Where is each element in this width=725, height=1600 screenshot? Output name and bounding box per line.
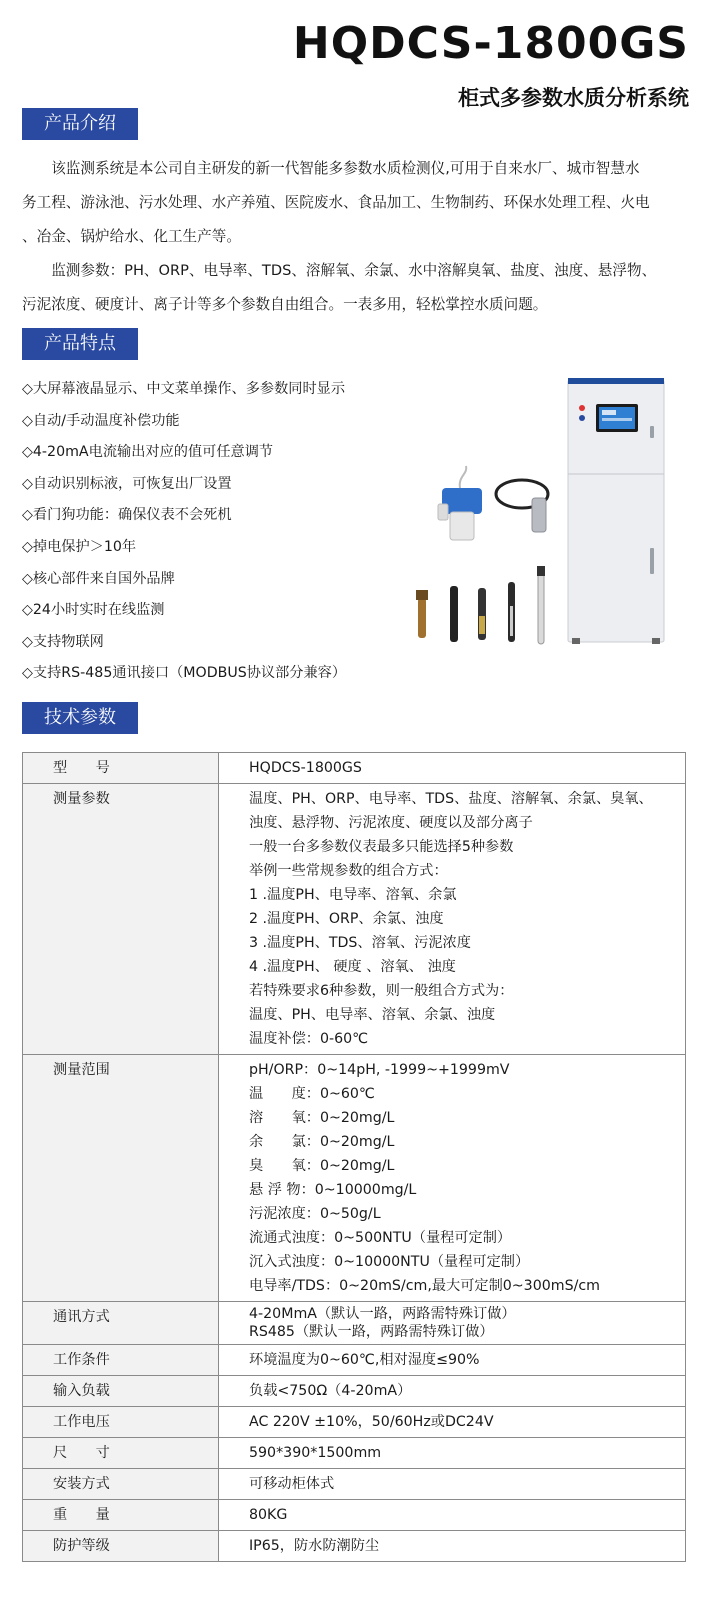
value-line: pH/ORP：0~14pH, -1999~+1999mV bbox=[249, 1062, 510, 1078]
section-tag-intro: 产品介绍 bbox=[22, 108, 138, 140]
spec-label bbox=[23, 784, 219, 1055]
product-image bbox=[410, 376, 680, 656]
label-text: 输入负载 bbox=[53, 1383, 110, 1399]
spec-label bbox=[23, 1302, 219, 1345]
table-row bbox=[23, 753, 686, 784]
value-text: AC 220V ±10%，50/60Hz或DC24V bbox=[249, 1414, 494, 1430]
feature-item: ◇支持物联网 bbox=[22, 633, 104, 650]
spec-value bbox=[219, 1438, 686, 1469]
feature-item: ◇自动/手动温度补偿功能 bbox=[22, 412, 180, 429]
intro-line: 污泥浓度、硬度计、离子计等多个参数自由组合。一表多用，轻松掌控水质问题。 bbox=[22, 296, 548, 313]
label-text: 重 量 bbox=[53, 1507, 110, 1523]
value-line: 4 .温度PH、 硬度 、溶氧、 浊度 bbox=[249, 959, 456, 975]
label-text: 测量范围 bbox=[53, 1062, 110, 1078]
table-row bbox=[23, 1500, 686, 1531]
value-line: 流通式浊度：0~500NTU（量程可定制） bbox=[249, 1230, 512, 1246]
section-tag-specs: 技术参数 bbox=[22, 702, 138, 734]
table-row bbox=[23, 784, 686, 1055]
submersible-probe bbox=[496, 480, 548, 532]
value-line: 温度、PH、ORP、电导率、TDS、盐度、溶解氧、余氯、臭氧、 bbox=[249, 791, 653, 807]
value-text: 环境温度为0~60℃,相对湿度≤90% bbox=[249, 1352, 480, 1368]
spec-value bbox=[219, 1376, 686, 1407]
feature-item: ◇自动识别标液，可恢复出厂设置 bbox=[22, 475, 232, 492]
product-model-title: HQDCS-1800GS bbox=[292, 18, 689, 69]
spec-value bbox=[219, 1531, 686, 1562]
spec-label bbox=[23, 1438, 219, 1469]
feature-item: ◇大屏幕液晶显示、中文菜单操作、多参数同时显示 bbox=[22, 381, 346, 397]
feature-item: ◇24小时实时在线监测 bbox=[22, 602, 165, 619]
value-text: 80KG bbox=[249, 1507, 288, 1523]
spec-value bbox=[219, 1055, 686, 1302]
label-text: 工作电压 bbox=[53, 1414, 110, 1430]
value-line: 2 .温度PH、ORP、余氯、浊度 bbox=[249, 911, 444, 927]
value-line: 一般一台多参数仪表最多只能选择5种参数 bbox=[249, 839, 514, 855]
value-text: HQDCS-1800GS bbox=[249, 760, 362, 776]
intro-line: 该监测系统是本公司自主研发的新一代智能多参数水质检测仪,可用于自来水厂、城市智慧水 bbox=[51, 160, 640, 177]
feature-item: ◇支持RS-485通讯接口（MODBUS协议部分兼容） bbox=[22, 665, 347, 682]
spec-label bbox=[23, 1407, 219, 1438]
value-text: 可移动柜体式 bbox=[249, 1476, 335, 1492]
spec-table bbox=[22, 752, 686, 1562]
value-line: 电导率/TDS：0~20mS/cm,最大可定制0~300mS/cm bbox=[249, 1278, 600, 1294]
spec-value bbox=[219, 784, 686, 1055]
value-line: 悬 浮 物：0~10000mg/L bbox=[249, 1182, 417, 1198]
value-line: 温度补偿：0-60℃ bbox=[249, 1031, 369, 1047]
table-row bbox=[23, 1376, 686, 1407]
spec-label bbox=[23, 1500, 219, 1531]
feature-item: ◇4-20mA电流输出对应的值可任意调节 bbox=[22, 444, 274, 461]
spec-label bbox=[23, 1055, 219, 1302]
label-text: 尺 寸 bbox=[53, 1445, 110, 1461]
spec-value bbox=[219, 1500, 686, 1531]
intro-line: 、冶金、锅炉给水、化工生产等。 bbox=[22, 228, 241, 245]
label-text: 通讯方式 bbox=[53, 1309, 110, 1325]
table-row bbox=[23, 1531, 686, 1562]
table-row bbox=[23, 1438, 686, 1469]
spec-label bbox=[23, 1469, 219, 1500]
table-row bbox=[23, 1055, 686, 1302]
value-text: IP65，防水防潮防尘 bbox=[249, 1538, 380, 1554]
label-text: 安装方式 bbox=[53, 1476, 110, 1492]
label-text: 工作条件 bbox=[53, 1352, 110, 1368]
value-text: 负载<750Ω（4-20mA） bbox=[249, 1383, 412, 1399]
intro-line: 务工程、游泳池、污水处理、水产养殖、医院废水、食品加工、生物制药、环保水处理工程、火电 bbox=[22, 194, 650, 211]
intro-paragraph-2 bbox=[22, 254, 702, 288]
value-line: 溶 氧：0~20mg/L bbox=[249, 1110, 395, 1126]
table-row bbox=[23, 1345, 686, 1376]
label-text: 测量参数 bbox=[53, 791, 110, 807]
value-line: 1 .温度PH、电导率、溶氧、余氯 bbox=[249, 887, 457, 903]
label-text: 防护等级 bbox=[53, 1538, 110, 1554]
spec-label bbox=[23, 1376, 219, 1407]
label-text: 型 号 bbox=[53, 760, 110, 776]
value-text: 590*390*1500mm bbox=[249, 1445, 382, 1461]
value-line: 4-20MmA（默认一路，两路需特殊订做） bbox=[249, 1306, 516, 1322]
feature-list bbox=[22, 374, 402, 690]
spec-label bbox=[23, 753, 219, 784]
sensor-electrodes bbox=[416, 566, 545, 644]
spec-value bbox=[219, 1345, 686, 1376]
spec-value bbox=[219, 753, 686, 784]
value-line: 臭 氧：0~20mg/L bbox=[249, 1158, 395, 1174]
value-line: 举例一些常规参数的组合方式： bbox=[249, 863, 448, 879]
spec-value bbox=[219, 1469, 686, 1500]
intro-line: 监测参数：PH、ORP、电导率、TDS、溶解氧、余氯、水中溶解臭氧、盐度、浊度、悬浮物、 bbox=[51, 262, 657, 279]
table-row bbox=[23, 1302, 686, 1345]
intro-paragraph-1 bbox=[22, 152, 702, 186]
spec-value bbox=[219, 1407, 686, 1438]
value-line: 3 .温度PH、TDS、溶氧、污泥浓度 bbox=[249, 935, 471, 951]
value-line: 温度、PH、电导率、溶氧、余氯、浊度 bbox=[249, 1007, 496, 1023]
spec-label bbox=[23, 1531, 219, 1562]
value-line: RS485（默认一路，两路需特殊订做） bbox=[249, 1324, 494, 1340]
spec-label bbox=[23, 1345, 219, 1376]
analyzer-cabinet bbox=[568, 378, 664, 644]
value-line: 浊度、悬浮物、污泥浓度、硬度以及部分离子 bbox=[249, 815, 533, 831]
value-line: 余 氯：0~20mg/L bbox=[249, 1134, 395, 1150]
value-line: 温 度：0~60℃ bbox=[249, 1086, 375, 1102]
spec-value bbox=[219, 1302, 686, 1345]
flow-cell bbox=[438, 466, 482, 540]
feature-item: ◇掉电保护＞10年 bbox=[22, 538, 137, 555]
value-line: 若特殊要求6种参数，则一般组合方式为： bbox=[249, 983, 514, 999]
intro-text bbox=[22, 152, 702, 322]
product-subtitle: 柜式多参数水质分析系统 bbox=[458, 86, 689, 110]
table-row bbox=[23, 1407, 686, 1438]
feature-item: ◇看门狗功能：确保仪表不会死机 bbox=[22, 507, 232, 524]
table-row bbox=[23, 1469, 686, 1500]
value-line: 沉入式浊度：0~10000NTU（量程可定制） bbox=[249, 1254, 530, 1270]
section-tag-features: 产品特点 bbox=[22, 328, 138, 360]
value-line: 污泥浓度：0~50g/L bbox=[249, 1206, 381, 1222]
feature-item: ◇核心部件来自国外品牌 bbox=[22, 570, 175, 587]
